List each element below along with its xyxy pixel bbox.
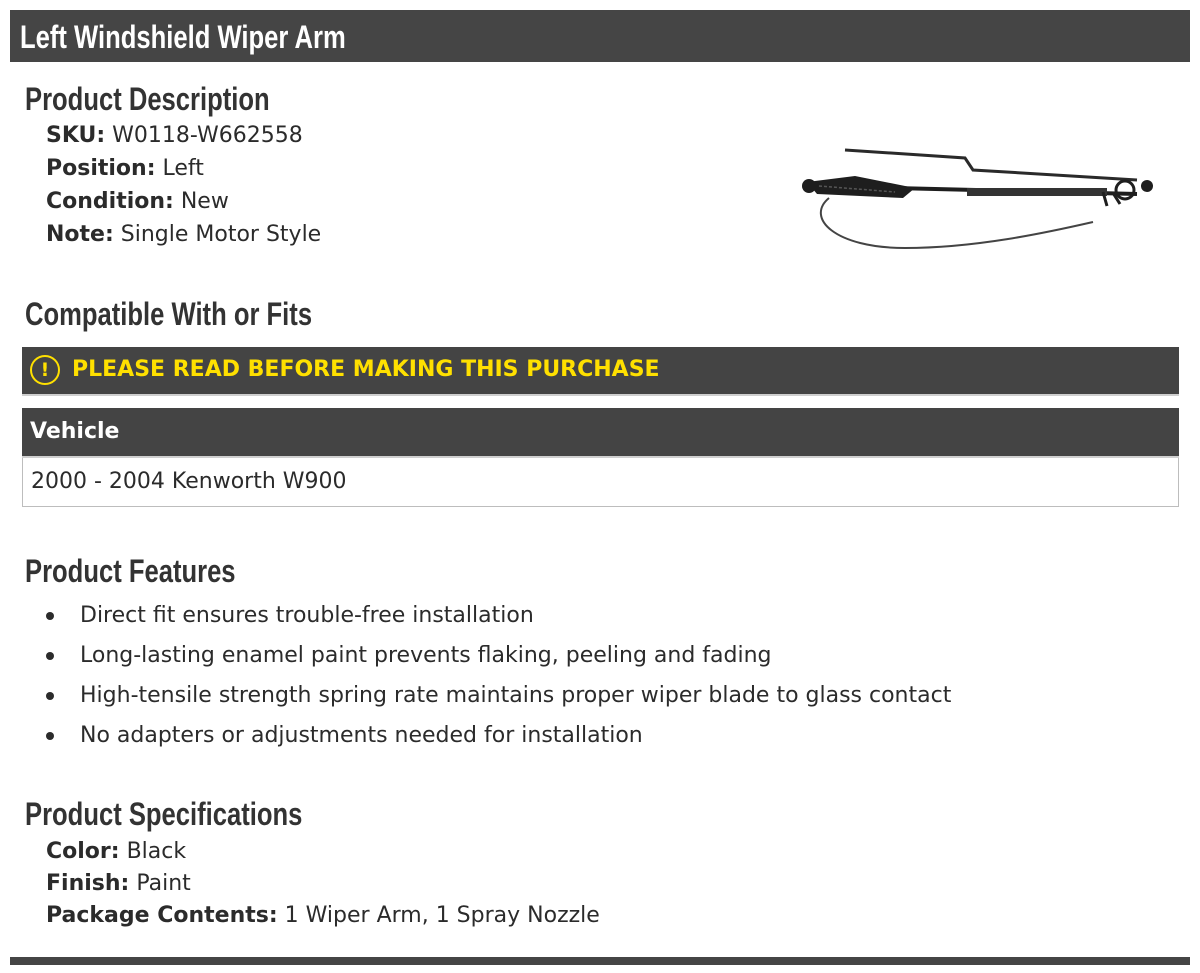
bullet-icon [46,692,54,700]
purchase-warning-banner [22,347,1179,396]
feature-text: High-tensile strength spring rate maintains proper wiper blade to glass contact [80,683,952,708]
finish-label: Finish: [46,871,130,896]
color-field [46,837,186,867]
bottom-divider [10,957,1190,965]
note-label: Note: [46,222,114,247]
condition-field [46,187,229,217]
sku-field [46,121,303,151]
position-field [46,154,204,184]
wiper-arm-image [795,138,1165,258]
position-value: Left [162,156,204,181]
exclamation-circle-icon: ! [30,355,60,385]
bullet-icon [46,732,54,740]
color-label: Color: [46,839,120,864]
finish-value: Paint [136,871,191,896]
title-bar [10,10,1190,62]
warning-text: PLEASE READ BEFORE MAKING THIS PURCHASE [72,357,660,382]
position-label: Position: [46,156,156,181]
package-contents-value: 1 Wiper Arm, 1 Spray Nozzle [284,903,600,928]
finish-field [46,869,191,899]
package-contents-field [46,901,600,931]
feature-text: Direct fit ensures trouble-free installation [80,603,534,628]
table-row: 2000 - 2004 Kenworth W900 [31,469,347,494]
compatibility-heading: Compatible With or Fits [25,296,313,332]
bullet-icon [46,652,54,660]
vehicle-column-header: Vehicle [30,419,120,444]
product-description-heading: Product Description [25,81,270,117]
package-contents-label: Package Contents: [46,903,278,928]
table-header [22,408,1179,458]
vehicle-table [22,408,1179,507]
note-field [46,220,321,250]
sku-value: W0118-W662558 [112,123,303,148]
sku-label: SKU: [46,123,106,148]
feature-text: Long-lasting enamel paint prevents flaking, peeling and fading [80,643,772,668]
features-heading: Product Features [25,553,236,589]
condition-value: New [180,189,229,214]
specifications-heading: Product Specifications [25,796,303,832]
page-title: Left Windshield Wiper Arm [20,19,346,55]
feature-text: No adapters or adjustments needed for installation [80,723,643,748]
condition-label: Condition: [46,189,174,214]
note-value: Single Motor Style [120,222,322,247]
color-value: Black [126,839,187,864]
bullet-icon [46,612,54,620]
